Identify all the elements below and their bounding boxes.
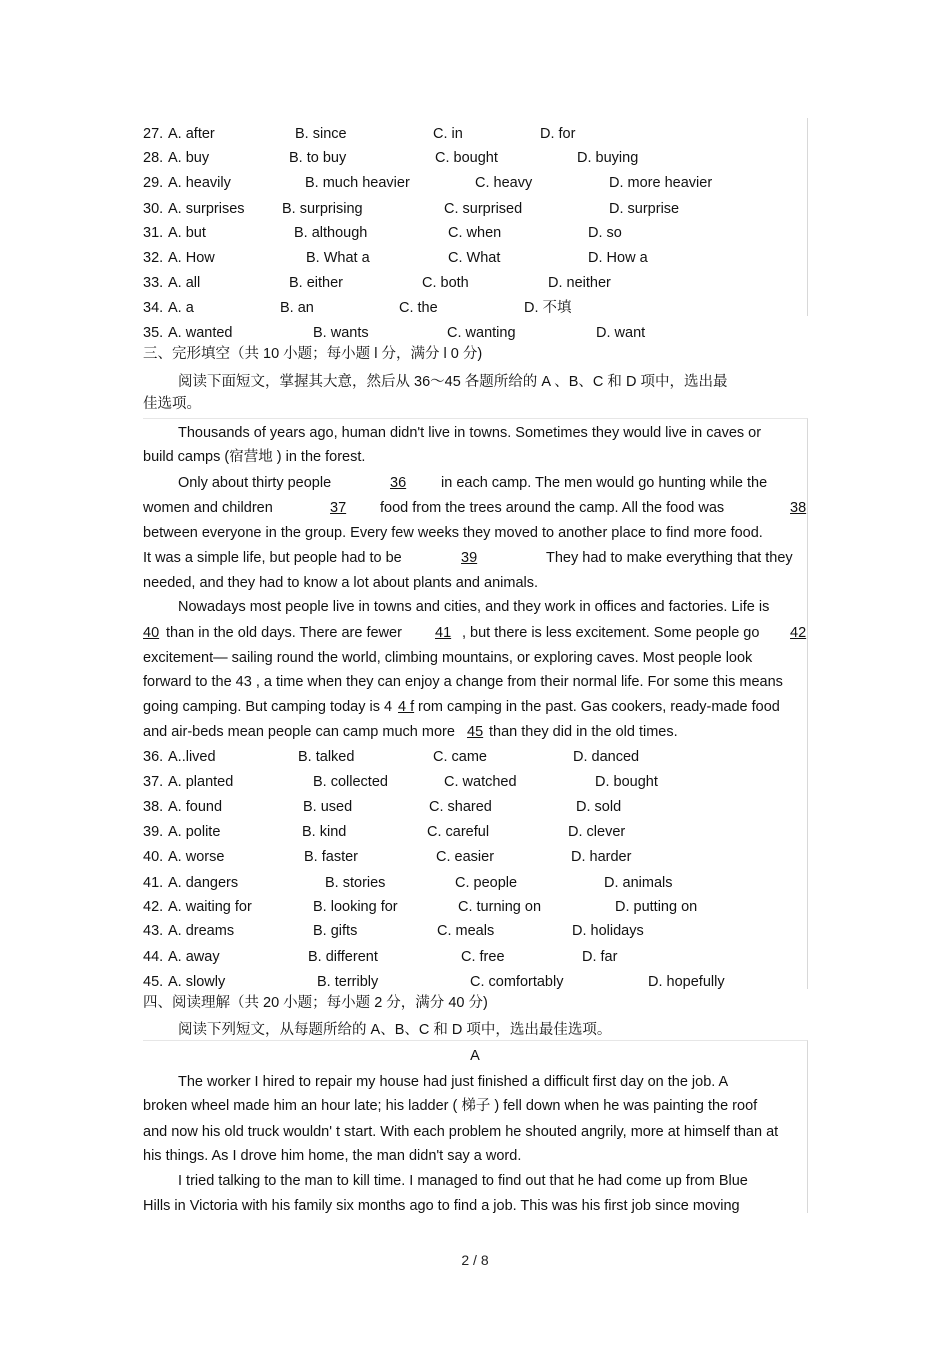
passage-line: broken wheel made him an hour late; his ladder ( 梯子 ) fell down when he was painting the roof [143,1098,758,1114]
blank-36: 36 [390,475,407,491]
option-d: D. holidays [572,923,644,939]
option-a: A. dreams [168,923,235,939]
section-instruction: 阅读下列短文，从每题所给的 A、B、C 和 D 项中，选出最佳选项。 [178,1022,612,1038]
option-d: D. danced [573,749,640,765]
option-d: D. more heavier [609,175,713,191]
option-d: D. far [582,949,618,965]
section-instruction-cont: 佳选项。 [143,396,201,412]
option-c: C. heavy [475,175,533,191]
option-a: A. away [168,949,220,965]
blank-45: 45 [467,724,484,740]
option-d: D. harder [571,849,632,865]
passage-label: A [470,1048,480,1064]
option-b: B. terribly [317,974,379,990]
question-number: 31. [143,225,164,241]
option-a: A. How [168,250,215,266]
option-b: B. wants [313,325,369,341]
question-number: 30. [143,201,164,217]
option-b: B. looking for [313,899,398,915]
question-number: 39. [143,824,164,840]
passage-line: forward to the 43 , a time when they can enjoy a change from their normal life. For some this means [143,674,783,690]
question-number: 42. [143,899,164,915]
option-b: B. What a [306,250,370,266]
question-number: 35. [143,325,164,341]
section-heading: 三、完形填空（共 10 小题；每小题 l 分，满分 l 0 分) [143,346,483,362]
option-c: C. bought [435,150,498,166]
option-a: A. heavily [168,175,231,191]
blank-39: 39 [461,550,478,566]
question-number: 40. [143,849,164,865]
option-d: D. buying [577,150,639,166]
option-b: B. since [295,126,347,142]
passage-line: rom camping in the past. Gas cookers, ready-made food [418,699,780,715]
option-d: D. surprise [609,201,680,217]
option-d: D. neither [548,275,611,291]
passage-line: Thousands of years ago, human didn't live in towns. Sometimes they would live in caves or [178,425,762,441]
option-b: B. kind [302,824,347,840]
blank-40: 40 [143,625,160,641]
option-b: B. used [303,799,353,815]
question-number: 43. [143,923,164,939]
option-c: C. people [455,875,518,891]
blank-41: 41 [435,625,452,641]
option-b: B. an [280,300,314,316]
passage-line: than they did in the old times. [489,724,678,740]
question-number: 32. [143,250,164,266]
passage-line: Nowadays most people live in towns and cities, and they work in offices and factories. Life is [178,599,770,615]
option-b: B. stories [325,875,386,891]
question-number: 41. [143,875,164,891]
option-d: D. so [588,225,622,241]
option-c: C. meals [437,923,495,939]
passage-line: Hills in Victoria with his family six months ago to find a job. This was his first job since moving [143,1198,740,1214]
section-heading: 四、阅读理解（共 20 小题；每小题 2 分，满分 40 分) [143,995,488,1011]
passage-line: build camps (宿营地 ) in the forest. [143,449,366,465]
question-number: 27. [143,126,164,142]
option-c: C. wanting [447,325,516,341]
question-number: 45. [143,974,164,990]
option-a: A. a [168,300,194,316]
option-c: C. both [422,275,469,291]
option-a: A. surprises [168,201,245,217]
option-c: C. came [433,749,487,765]
option-b: B. talked [298,749,355,765]
passage-line: They had to make everything that they [546,550,793,566]
passage-line: food from the trees around the camp. All the food was [380,500,725,516]
passage-line: It was a simple life, but people had to be [143,550,402,566]
question-number: 44. [143,949,164,965]
option-a: A. but [168,225,206,241]
option-c: C. when [448,225,502,241]
passage-line: going camping. But camping today is 4 [143,699,393,715]
option-b: B. different [308,949,378,965]
blank-37: 37 [330,500,347,516]
option-b: B. gifts [313,923,358,939]
option-c: C. comfortably [470,974,564,990]
option-a: A. dangers [168,875,239,891]
passage-line: excitement— sailing round the world, climbing mountains, or exploring caves. Most people look [143,650,753,666]
blank-38: 38 [790,500,807,516]
passage-line: Only about thirty people [178,475,332,491]
option-d: D. How a [588,250,648,266]
option-c: C. watched [444,774,517,790]
option-c: C. in [433,126,463,142]
page-number: 2 / 8 [461,1252,489,1268]
option-b: B. to buy [289,150,347,166]
passage-line: and now his old truck wouldn' t start. With each problem he shouted angrily, more at himself than at [143,1124,779,1140]
option-d: D. 不填 [524,300,572,316]
section-instruction: 阅读下面短文，掌握其大意，然后从 36～45 各题所给的 A 、B、C 和 D 项中，选出最 [178,374,728,390]
option-a: A. buy [168,150,210,166]
passage-line: in each camp. The men would go hunting while the [441,475,768,491]
question-number: 36. [143,749,164,765]
option-c: C. surprised [444,201,523,217]
passage-line: and air-beds mean people can camp much more [143,724,455,740]
passage-line: needed, and they had to know a lot about plants and animals. [143,575,539,591]
option-d: D. animals [604,875,673,891]
option-b: B. collected [313,774,388,790]
option-c: C. shared [429,799,492,815]
option-a: A. found [168,799,223,815]
option-c: C. What [448,250,501,266]
passage-line: , but there is less excitement. Some people go [462,625,760,641]
option-a: A. wanted [168,325,233,341]
question-number: 38. [143,799,164,815]
option-a: A. all [168,275,201,291]
question-number: 37. [143,774,164,790]
option-d: D. want [596,325,646,341]
option-c: C. easier [436,849,495,865]
passage-line: between everyone in the group. Every few weeks they moved to another place to find more food. [143,525,763,541]
question-number: 34. [143,300,164,316]
option-b: B. surprising [282,201,363,217]
option-c: C. careful [427,824,490,840]
option-d: D. putting on [615,899,698,915]
option-d: D. for [540,126,576,142]
option-b: B. although [294,225,368,241]
option-a: A. slowly [168,974,226,990]
option-d: D. clever [568,824,626,840]
option-c: C. free [461,949,505,965]
question-number: 28. [143,150,164,166]
option-d: D. hopefully [648,974,725,990]
option-a: A. after [168,126,215,142]
question-number: 33. [143,275,164,291]
option-d: D. sold [576,799,622,815]
question-number: 29. [143,175,164,191]
option-a: A. planted [168,774,234,790]
blank-42: 42 [790,625,807,641]
passage-line: The worker I hired to repair my house had just finished a difficult first day on the job. A [178,1074,729,1090]
passage-line: women and children [143,500,273,516]
passage-line: than in the old days. There are fewer [166,625,402,641]
option-a: A..lived [168,749,216,765]
option-a: A. polite [168,824,221,840]
option-b: B. either [289,275,343,291]
passage-line: I tried talking to the man to kill time. I managed to find out that he had come up from Blue [178,1173,748,1189]
option-c: C. turning on [458,899,542,915]
option-d: D. bought [595,774,658,790]
option-a: A. waiting for [168,899,252,915]
option-b: B. much heavier [305,175,410,191]
blank-44: 4 f [398,699,415,715]
option-c: C. the [399,300,438,316]
option-a: A. worse [168,849,225,865]
option-b: B. faster [304,849,358,865]
passage-line: his things. As I drove him home, the man didn't say a word. [143,1148,522,1164]
